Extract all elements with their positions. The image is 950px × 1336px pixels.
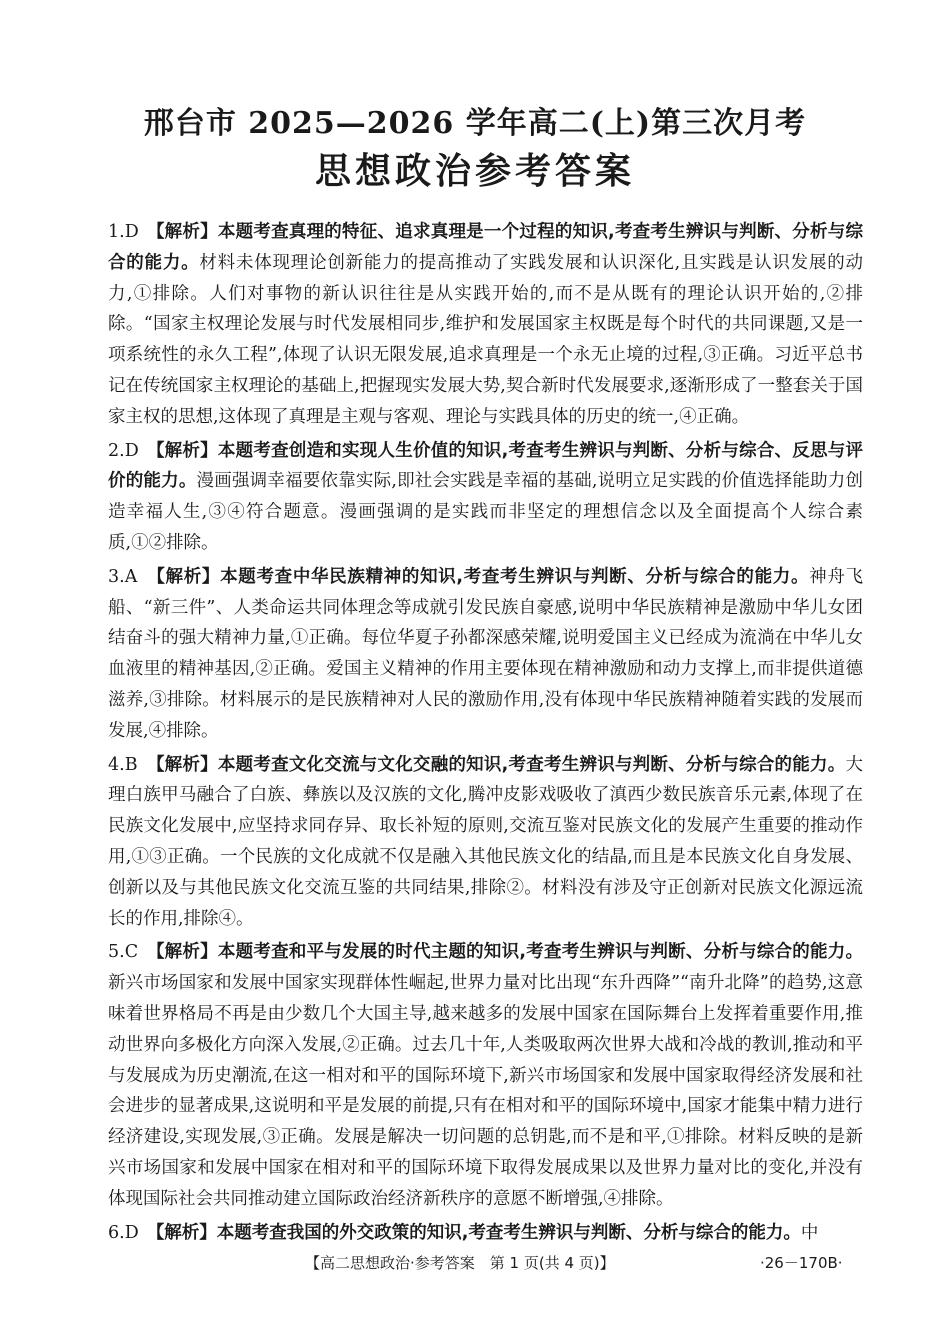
analysis-lead: 本题考查和平与发展的时代主题的知识,考查考生辨识与判断、分析与综合的能力。	[217, 942, 864, 963]
page-footer	[0, 1252, 950, 1276]
footer-paper-code: ·26－170B·	[760, 1254, 843, 1272]
answer-item-3	[108, 562, 863, 747]
question-number: 2.	[108, 440, 125, 461]
answer-item-5	[108, 937, 863, 1214]
question-number: 1.	[108, 222, 125, 242]
answer-choice: D	[124, 440, 139, 461]
question-number: 6.	[108, 1222, 125, 1243]
analysis-tag: 【解析】	[146, 942, 218, 963]
footer-page-info: 【高二思想政治·参考答案 第 1 页(共 4 页)】	[305, 1254, 615, 1272]
analysis-body: 材料未体现理论创新能力的提高推动了实践发展和认识深化,且实践是认识发展的动力,①排除。人们对事物的新认识往往是从实践开始的,而不是从既有的理论认识开始的,②排除。“国家主权理论发展与时代发展相同步,维护和发展国家主权既是每个时代的共同课题,又是一项系统性的永久工程”,体现了认识无限发展,追求真理是一个永无止境的过程,③正确。习近平总书记在传统国家主权理论的基础上,把握现实发展大势,契合新时代发展要求,逐渐形成了一整套关于国家主权的思想,这体现了真理是主观与客观、理论与实践具体的历史的统一,④正确。	[108, 252, 864, 427]
analysis-body: 漫画强调幸福要依靠实际,即社会实践是幸福的基础,说明立足实践的价值选择能助力创造幸福人生,③④符合题意。漫画强调的是实践而非坚定的理想信念以及全面提高个人综合素质,①②排除。	[108, 471, 864, 553]
answer-choice: C	[124, 942, 139, 963]
document-subtitle: 思想政治参考答案	[314, 151, 635, 192]
answer-choice: D	[124, 1222, 139, 1243]
analysis-lead: 本题考查真理的特征、追求真理是一个过程的知识,考查考生辨识与判断、分析与综合的能力。	[108, 222, 864, 273]
analysis-tag: 【解析】	[146, 566, 221, 587]
analysis-lead: 本题考查创造和实现人生价值的知识,考查考生辨识与判断、分析与综合、反思与评价的能力。	[108, 440, 864, 492]
answer-choice: A	[124, 566, 138, 587]
answer-item-2	[108, 436, 863, 559]
analysis-body: 神舟飞船、“新三件”、人类命运共同体理念等成就引发民族自豪感,说明中华民族精神是激励中华儿女团结奋斗的强大精神力量,①正确。每位华夏子孙都深感荣耀,说明爱国主义已经成为流淌在中华儿女血液里的精神基因,②正确。爱国主义精神的作用主要体现在精神激励和动力支撑上,而非提供道德滋养,③排除。材料展示的是民族精神对人民的激励作用,没有体现中华民族精神随着实践的发展而发展,④排除。	[108, 566, 864, 741]
answer-choice: D	[124, 222, 139, 242]
question-number: 5.	[108, 942, 125, 963]
analysis-tag: 【解析】	[146, 222, 218, 242]
analysis-tag: 【解析】	[146, 1222, 217, 1243]
analysis-lead: 本题考查中华民族精神的知识,考查考生辨识与判断、分析与综合的能力。	[220, 566, 810, 587]
answer-item-6	[108, 1218, 863, 1249]
question-number: 4.	[108, 754, 125, 775]
analysis-tag: 【解析】	[146, 440, 218, 461]
analysis-tag: 【解析】	[146, 754, 218, 775]
analysis-body: 大理白族甲马融合了白族、彝族以及汉族的文化,腾冲皮影戏吸收了滇西少数民族音乐元素,体现了在民族文化发展中,应坚持求同存异、取长补短的原则,交流互鉴对民族文化的发展产生重要的推动作用,①③正确。一个民族的文化成就不仅是融入其他民族文化的结晶,而且是本民族文化自身发展、创新以及与其他民族文化交流互鉴的共同结果,排除②。材料没有涉及守正创新对民族文化源远流长的作用,排除④。	[108, 754, 864, 929]
answer-item-1	[108, 217, 863, 433]
analysis-body: 新兴市场国家和发展中国家实现群体性崛起,世界力量对比出现“东升西降”“南升北降”的趋势,这意味着世界格局不再是由少数几个大国主导,越来越多的发展中国家在国际舞台上发挥着重要作用,推动世界向多极化方向深入发展,②正确。过去几十年,人类吸取两次世界大战和冷战的教训,推动和平与发展成为历史潮流,在这一相对和平的国际环境下,新兴市场国家和发展中国家取得经济发展和社会进步的显著成果,这说明和平是发展的前提,只有在相对和平的国际环境中,国家才能集中精力进行经济建设,实现发展,③正确。发展是解决一切问题的总钥匙,而不是和平,①排除。材料反映的是新兴市场国家和发展中国家在相对和平的国际环境下取得发展成果以及世界力量对比的变化,并没有体现国际社会共同推动建立国际政治经济新秩序的意愿不断增强,④排除。	[108, 973, 863, 1209]
answer-choice: B	[124, 754, 138, 775]
document-title: 邢台市 2025—2026 学年高二(上)第三次月考	[143, 106, 807, 141]
answer-item-4	[108, 750, 863, 935]
answer-list	[108, 217, 863, 1251]
analysis-lead: 本题考查文化交流与文化交融的知识,考查考生辨识与判断、分析与综合的能力。	[217, 754, 846, 775]
analysis-lead: 本题考查我国的外交政策的知识,考查考生辨识与判断、分析与综合的能力。	[216, 1222, 801, 1243]
analysis-body: 中	[800, 1222, 819, 1243]
question-number: 3.	[108, 566, 125, 587]
